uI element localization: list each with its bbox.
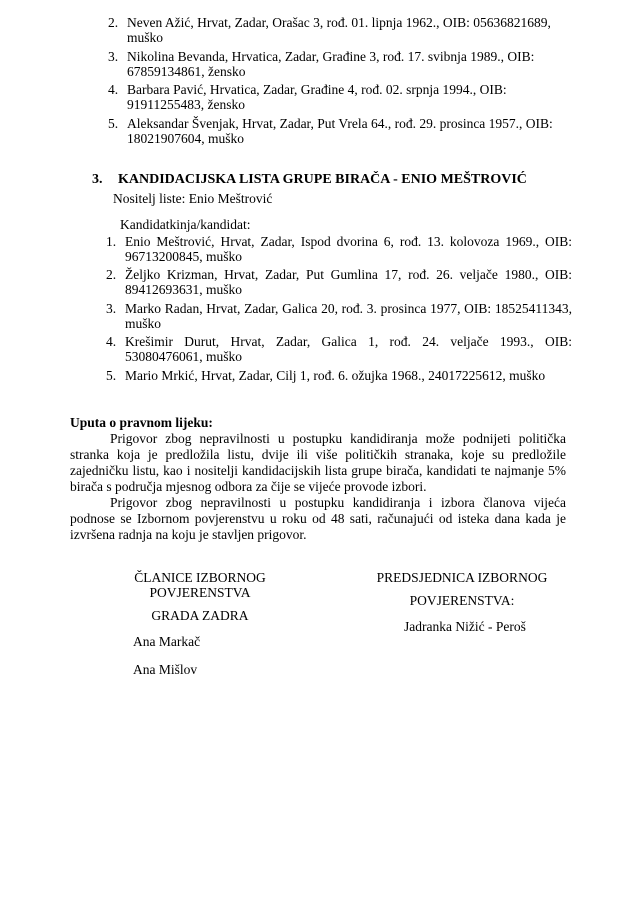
candidate-item — [108, 116, 572, 146]
candidate-item — [106, 334, 572, 364]
candidate-text: Enio Meštrović, Hrvat, Zadar, Ispod dvorina 6, rođ. 13. kolovoza 1969., OIB: 96713200845, muško — [125, 233, 572, 264]
candidate-text: Neven Ažić, Hrvat, Zadar, Orašac 3, rođ. 01. lipnja 1962., OIB: 05636821689, muško — [127, 15, 551, 45]
candidate-number: 3. — [108, 48, 119, 64]
list-heading-number: 3. — [92, 171, 103, 187]
legal-notice — [70, 415, 566, 543]
candidate-number: 2. — [108, 15, 119, 30]
legal-notice-paragraph: Prigovor zbog nepravilnosti u postupku kandidiranja i izbora članova vijeća podnose se Izbornom povjerenstvu u roku od 48 sati, računajući od isteka dana kada je izvršena radnja na koju je stavljen prigovor. — [70, 494, 566, 542]
list-holder-line: Nositelj liste: Enio Meštrović — [113, 190, 273, 206]
candidate-item — [108, 82, 572, 112]
candidate-text: Marko Radan, Hrvat, Zadar, Galica 20, rođ. 3. prosinca 1977, OIB: 18525411343, muško — [125, 300, 572, 331]
candidate-list — [106, 234, 572, 383]
candidate-item — [108, 49, 572, 79]
candidate-item — [106, 301, 572, 331]
candidate-number: 5. — [108, 115, 119, 131]
president-heading-line1: PREDSJEDNICA IZBORNOG — [376, 569, 548, 585]
president-heading-line2: POVJERENSTVA: — [409, 592, 515, 608]
candidate-number: 4. — [108, 82, 119, 97]
candidate-item — [106, 267, 572, 297]
member-name: Ana Mišlov — [133, 661, 198, 677]
member-name: Ana Markač — [133, 633, 201, 649]
candidate-text: Mario Mrkić, Hrvat, Zadar, Cilj 1, rođ. 6. ožujka 1968., 24017225612, muško — [125, 367, 546, 383]
candidate-item — [106, 234, 572, 264]
legal-notice-paragraph: Prigovor zbog nepravilnosti u postupku kandidiranja može podnijeti politička stranka koja je predložila listu, dvije ili više političkih stranaka, koje su predložile zajedničku listu, kao i nositelji kandidacijskih lista grupe birača, kandidati te najmanje 5% birača s područja mjesnog odbora za čije se vijeće provode izbori. — [70, 430, 566, 494]
candidate-item — [106, 368, 572, 383]
members-heading-line2: GRADA ZADRA — [151, 607, 249, 623]
list-heading-title: KANDIDACIJSKA LISTA GRUPE BIRAČA - ENIO MEŠTROVIĆ — [118, 171, 527, 187]
signature-block-members — [85, 570, 315, 677]
signature-section — [0, 570, 636, 700]
legal-notice-title: Uputa o pravnom lijeku: — [70, 414, 213, 430]
candidate-number: 1. — [106, 233, 117, 249]
members-heading-line1: ČLANICE IZBORNOG POVJERENSTVA — [134, 569, 266, 600]
candidate-text: Barbara Pavić, Hrvatica, Zadar, Građine 4, rođ. 02. srpnja 1994., OIB: 91911255483, žensko — [127, 82, 507, 112]
candidate-number: 2. — [106, 267, 117, 282]
prior-candidate-list — [108, 15, 572, 146]
candidate-item — [108, 15, 572, 45]
candidates-label: Kandidatkinja/kandidat: — [120, 216, 251, 232]
candidate-number: 3. — [106, 300, 117, 316]
candidate-text: Željko Krizman, Hrvat, Zadar, Put Gumlina 17, rođ. 26. veljače 1980., OIB: 89412693631, muško — [125, 267, 572, 297]
list-heading — [92, 172, 576, 188]
candidate-number: 5. — [106, 367, 117, 383]
president-name: Jadranka Nižić - Peroš — [404, 618, 526, 634]
signature-block-president — [376, 570, 548, 634]
candidate-text: Krešimir Durut, Hrvat, Zadar, Galica 1, rođ. 24. veljače 1993., OIB: 53080476061, muško — [125, 334, 572, 364]
candidate-text: Nikolina Bevanda, Hrvatica, Zadar, Građine 3, rođ. 17. svibnja 1989., OIB: 67859134861, žensko — [127, 48, 535, 79]
candidate-text: Aleksandar Švenjak, Hrvat, Zadar, Put Vrela 64., rođ. 29. prosinca 1957., OIB: 18021907604, muško — [127, 115, 553, 146]
candidate-number: 4. — [106, 334, 117, 349]
